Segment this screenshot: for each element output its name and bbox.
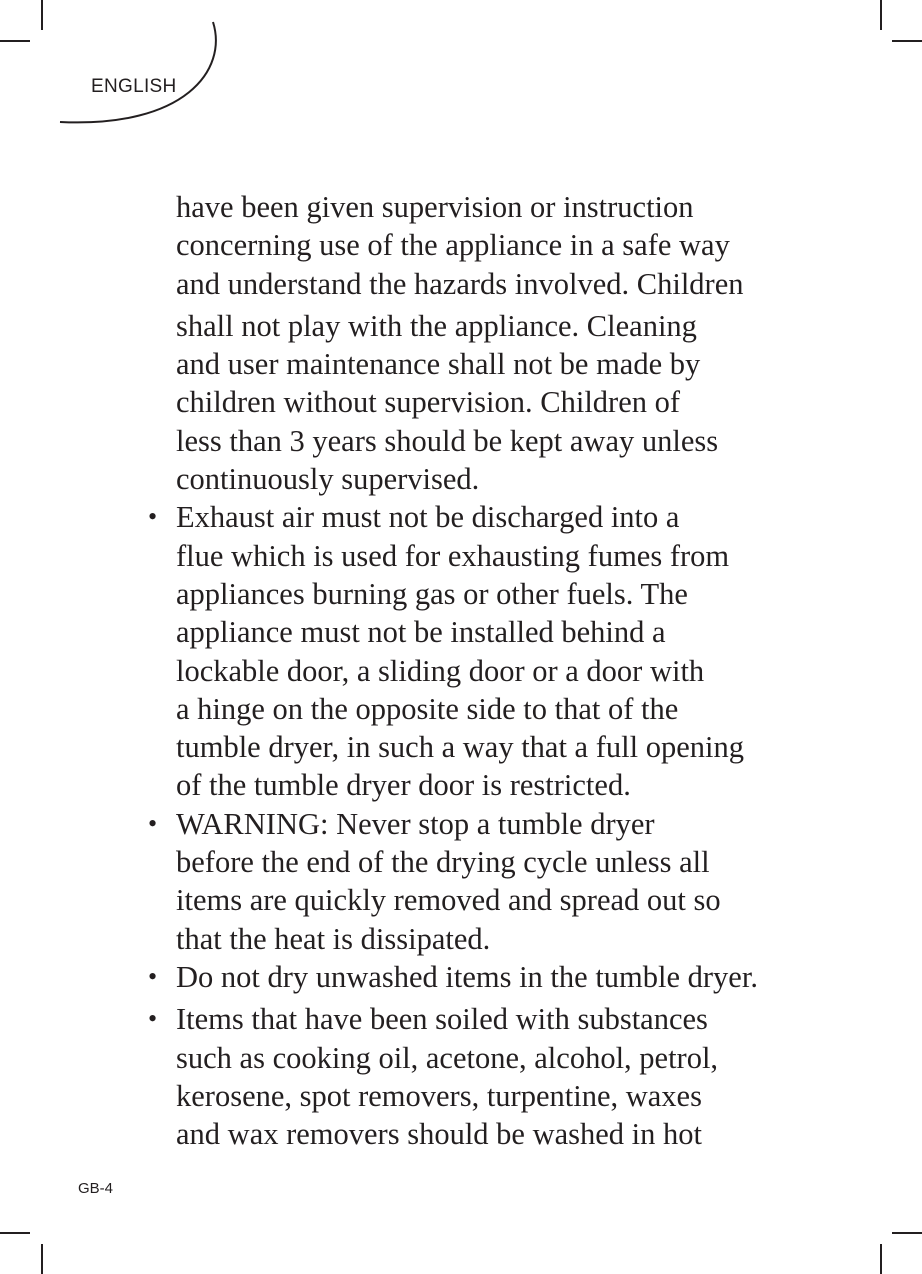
bullet-icon: • (148, 961, 158, 991)
text-line: appliance must not be installed behind a (176, 615, 666, 650)
page-number: GB-4 (78, 1180, 114, 1197)
header-arc-decoration (0, 0, 260, 150)
text-line: flue which is used for exhausting fumes from (176, 538, 730, 573)
text-line: that the heat is dissipated. (176, 921, 491, 956)
bullet-item-warning (148, 805, 816, 958)
text-line: concerning use of the appliance in a safe way (176, 228, 730, 263)
text-line: appliances burning gas or other fuels. The (176, 576, 688, 611)
text-line: WARNING: Never stop a tumble dryer (176, 806, 655, 841)
text-line: and wax removers should be washed in hot (176, 1117, 703, 1152)
language-label: ENGLISH (91, 76, 177, 97)
crop-mark-bottom-right-vertical (880, 1244, 882, 1274)
text-line: shall not play with the appliance. Cleaning (176, 308, 697, 343)
crop-mark-bottom-left-vertical (41, 1244, 43, 1274)
text-line: and understand the hazards involved. Children (176, 266, 744, 301)
crop-mark-bottom-left-horizontal (0, 1232, 30, 1234)
bullet-icon: • (148, 1004, 158, 1034)
text-line: such as cooking oil, acetone, alcohol, petrol, (176, 1040, 719, 1075)
text-line: and user maintenance shall not be made by (176, 347, 701, 382)
text-line: children without supervision. Children of (176, 385, 681, 420)
text-line: before the end of the drying cycle unless all (176, 845, 710, 880)
text-line: lockable door, a sliding door or a door with (176, 653, 705, 688)
text-line: kerosene, spot removers, turpentine, waxes (176, 1078, 702, 1113)
bullet-icon: • (148, 502, 158, 532)
crop-mark-bottom-right-horizontal (892, 1232, 922, 1234)
text-line: have been given supervision or instruction (176, 190, 694, 224)
bullet-item-unwashed (148, 958, 816, 996)
text-line: tumble dryer, in such a way that a full opening (176, 730, 744, 765)
bullet-item-exhaust-air (148, 498, 816, 804)
text-line: less than 3 years should be kept away unless (176, 423, 719, 458)
document-body (148, 188, 816, 1153)
text-line: Exhaust air must not be discharged into a (176, 500, 680, 535)
intro-paragraph (176, 188, 816, 498)
crop-mark-top-right-horizontal (892, 40, 922, 42)
crop-mark-top-right-vertical (880, 0, 882, 30)
text-line: of the tumble dryer door is restricted. (176, 768, 631, 803)
bullet-icon: • (148, 808, 158, 838)
bullet-item-soiled-items (148, 1000, 816, 1153)
text-line: items are quickly removed and spread out so (176, 883, 721, 918)
text-line: a hinge on the opposite side to that of the (176, 691, 679, 726)
text-line: Items that have been soiled with substances (176, 1002, 708, 1037)
text-line: continuously supervised. (176, 462, 480, 497)
text-line: Do not dry unwashed items in the tumble dryer. (176, 959, 758, 994)
